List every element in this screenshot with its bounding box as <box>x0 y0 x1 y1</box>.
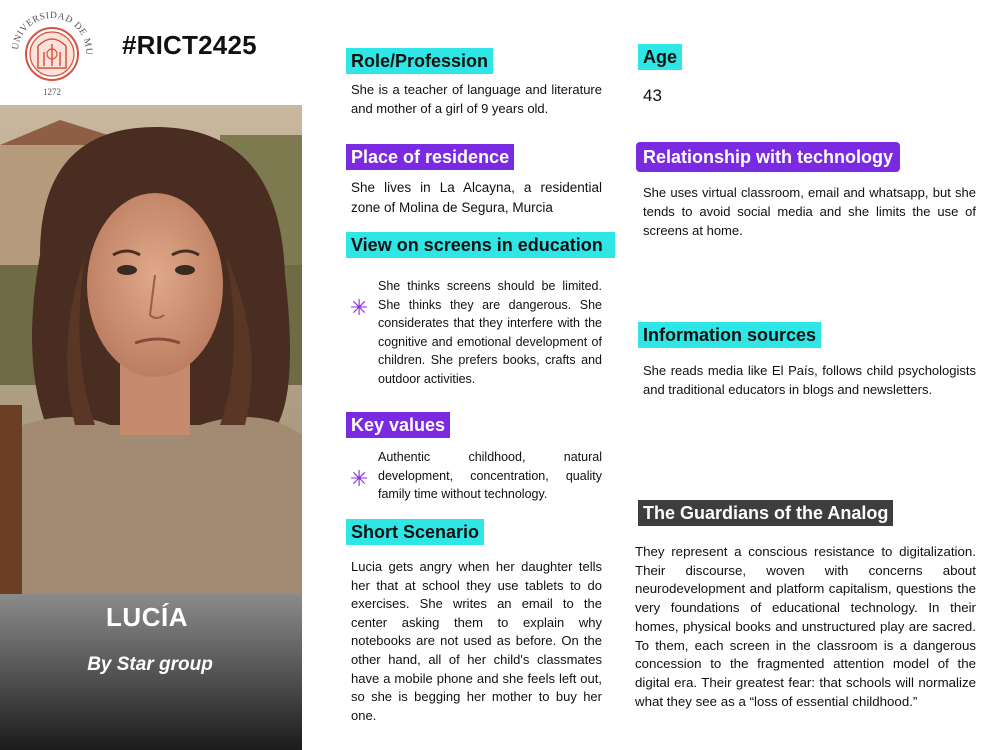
asterisk-icon: ✳ <box>350 466 369 491</box>
guardians-text: They represent a conscious resistance to digitalization. Their discourse, woven with concerns about neurodevelopment and platform capitalism, questions the very foundations of educational technology. In their homes, physical books and unstructured play are sacred. To them, each screen in the classroom is a dangerous concession to the fragmented attention model of the digital era. Their greatest fear: that schools will normalize what they see as a “loss of essential childhood.” <box>635 544 976 709</box>
info-sources-heading: Information sources <box>638 322 821 348</box>
svg-text:1272: 1272 <box>43 87 61 97</box>
technology-heading: Relationship with technology <box>636 142 900 172</box>
key-values-heading: Key values <box>346 412 450 438</box>
role-text: She is a teacher of language and literature and mother of a girl of 9 years old. <box>351 82 602 116</box>
technology-text: She uses virtual classroom, email and whatsapp, but she tends to avoid social media and she limits the use of screens at home. <box>643 185 976 238</box>
persona-name: LUCÍA <box>106 602 188 632</box>
scenario-text: Lucia gets angry when her daughter tells her that at school they use tablets to do exercises. She writes an email to the center asking them to explain why notebooks are not used as before. On the other hand, all of her child's classmates have a mobile phone and she feels left out, so she is begging her mother to buy her one. <box>351 559 602 723</box>
residence-text: She lives in La Alcayna, a residential zone of Molina de Segura, Murcia <box>351 180 602 215</box>
info-sources-text: She reads media like El País, follows child psychologists and traditional educators in blogs and newsletters. <box>643 363 976 397</box>
guardians-heading: The Guardians of the Analog <box>638 500 893 526</box>
screens-heading: View on screens in education <box>346 232 615 258</box>
key-values-text: Authentic childhood, natural development, concentration, quality family time without technology. <box>378 450 602 502</box>
age-heading: Age <box>638 44 682 70</box>
scenario-heading: Short Scenario <box>346 519 484 545</box>
asterisk-icon: ✳ <box>350 295 369 320</box>
university-logo <box>8 6 96 98</box>
persona-photo <box>0 105 302 595</box>
residence-heading: Place of residence <box>346 144 514 170</box>
hashtag: #RICT2425 <box>122 30 257 60</box>
svg-text:UNIVERSIDAD DE MURCIA: UNIVERSIDAD DE MU <box>10 10 94 56</box>
age-value: 43 <box>643 86 662 105</box>
persona-byline: By Star group <box>87 654 213 675</box>
role-heading: Role/Profession <box>346 48 493 74</box>
screens-text: She thinks screens should be limited. She thinks they are dangerous. She considerates that they interfere with the cognitive and emotional development of children. She prefers books, crafts and outdoor activities. <box>378 279 602 386</box>
